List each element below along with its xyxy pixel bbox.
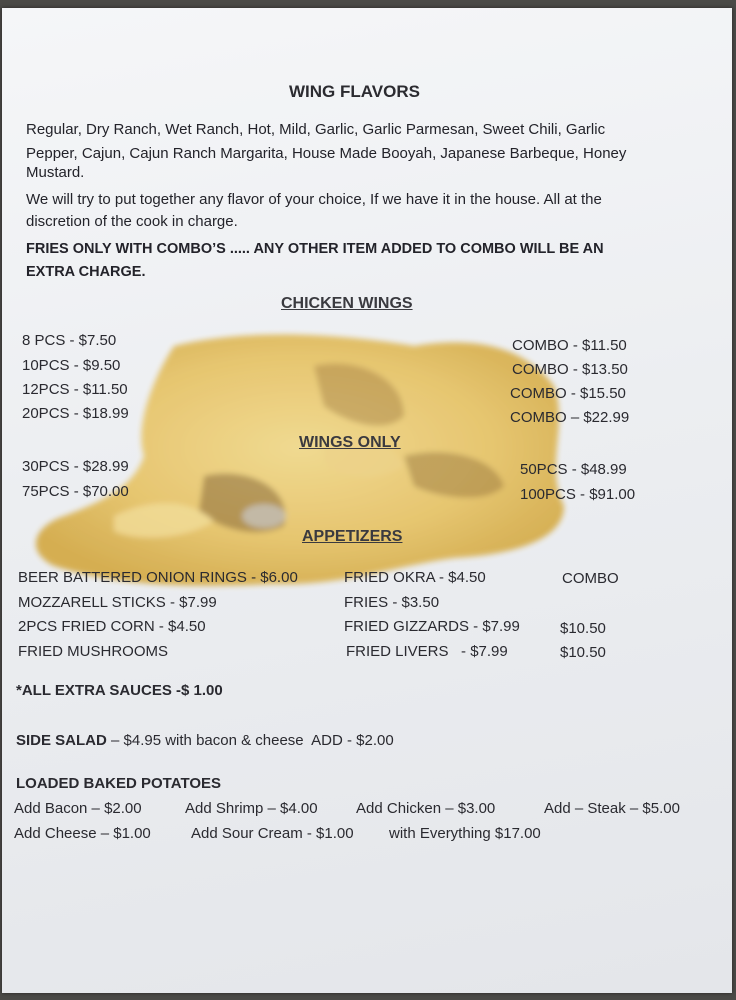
combo-price-12pcs: COMBO - $15.50 — [510, 385, 626, 402]
potato-add-steak: Add – Steak – $5.00 — [544, 800, 680, 817]
appetizer-fried-okra: FRIED OKRA - $4.50 — [344, 569, 486, 586]
potato-with-everything: with Everything $17.00 — [389, 825, 541, 842]
flavors-line-5: discretion of the cook in charge. — [26, 213, 238, 230]
potato-add-chicken: Add Chicken – $3.00 — [356, 800, 496, 817]
flavors-line-3: Mustard. — [26, 164, 85, 181]
wings-price-10pcs: 10PCS - $9.50 — [22, 357, 121, 374]
appetizers-title: APPETIZERS — [302, 528, 403, 545]
loaded-potatoes-title: LOADED BAKED POTATOES — [16, 775, 222, 792]
wings-price-8pcs: 8 PCS - $7.50 — [22, 332, 117, 349]
appetizer-fries: FRIES - $3.50 — [344, 594, 440, 611]
potato-add-shrimp: Add Shrimp – $4.00 — [185, 800, 318, 817]
wings-only-30pcs: 30PCS - $28.99 — [22, 458, 129, 475]
livers-combo-price: $10.50 — [560, 644, 606, 661]
appetizer-fried-gizzards: FRIED GIZZARDS - $7.99 — [344, 618, 520, 635]
wings-price-12pcs: 12PCS - $11.50 — [22, 381, 128, 398]
wings-price-20pcs: 20PCS - $18.99 — [22, 405, 129, 422]
potato-add-bacon: Add Bacon – $2.00 — [14, 800, 142, 817]
extra-sauces-note: *ALL EXTRA SAUCES -$ 1.00 — [16, 682, 223, 699]
wings-only-50pcs: 50PCS - $48.99 — [520, 461, 627, 478]
potato-add-sour-cream: Add Sour Cream - $1.00 — [191, 825, 354, 842]
wing-flavors-title: WING FLAVORS — [289, 82, 420, 101]
appetizer-mozzarella-sticks: MOZZARELL STICKS - $7.99 — [18, 594, 217, 611]
combo-notice-line-1: FRIES ONLY WITH COMBO’S ..... ANY OTHER ITEM ADDED TO COMBO WILL BE AN — [26, 241, 604, 257]
flavors-line-1: Regular, Dry Ranch, Wet Ranch, Hot, Mild, Garlic, Garlic Parmesan, Sweet Chili, Garlic — [26, 121, 606, 138]
appetizer-combo-header: COMBO — [562, 570, 619, 587]
gizzards-combo-price: $10.50 — [560, 620, 606, 637]
side-salad-line — [16, 732, 394, 749]
appetizer-fried-livers: FRIED LIVERS - $7.99 — [346, 643, 508, 660]
appetizer-onion-rings: BEER BATTERED ONION RINGS - $6.00 — [18, 569, 298, 586]
flavors-line-4: We will try to put together any flavor of your choice, If we have it in the house. All at the — [26, 191, 602, 208]
side-salad-label: SIDE SALAD — [16, 732, 107, 749]
combo-price-20pcs: COMBO – $22.99 — [510, 409, 630, 426]
wings-only-75pcs: 75PCS - $70.00 — [22, 483, 129, 500]
side-salad-details: – $4.95 with bacon & cheese ADD - $2.00 — [106, 732, 394, 749]
combo-price-10pcs: COMBO - $13.50 — [512, 361, 628, 378]
appetizer-fried-mushrooms: FRIED MUSHROOMS — [18, 643, 168, 660]
flavors-line-2: Pepper, Cajun, Cajun Ranch Margarita, House Made Booyah, Japanese Barbeque, Honey — [26, 145, 627, 162]
wings-only-title: WINGS ONLY — [299, 434, 401, 451]
menu-sheet — [2, 8, 732, 993]
wings-only-100pcs: 100PCS - $91.00 — [520, 486, 636, 503]
potato-add-cheese: Add Cheese – $1.00 — [14, 825, 151, 842]
combo-notice-line-2: EXTRA CHARGE. — [26, 264, 146, 280]
combo-price-8pcs: COMBO - $11.50 — [512, 337, 627, 354]
appetizer-fried-corn: 2PCS FRIED CORN - $4.50 — [18, 618, 206, 635]
chicken-wings-title: CHICKEN WINGS — [281, 295, 413, 312]
